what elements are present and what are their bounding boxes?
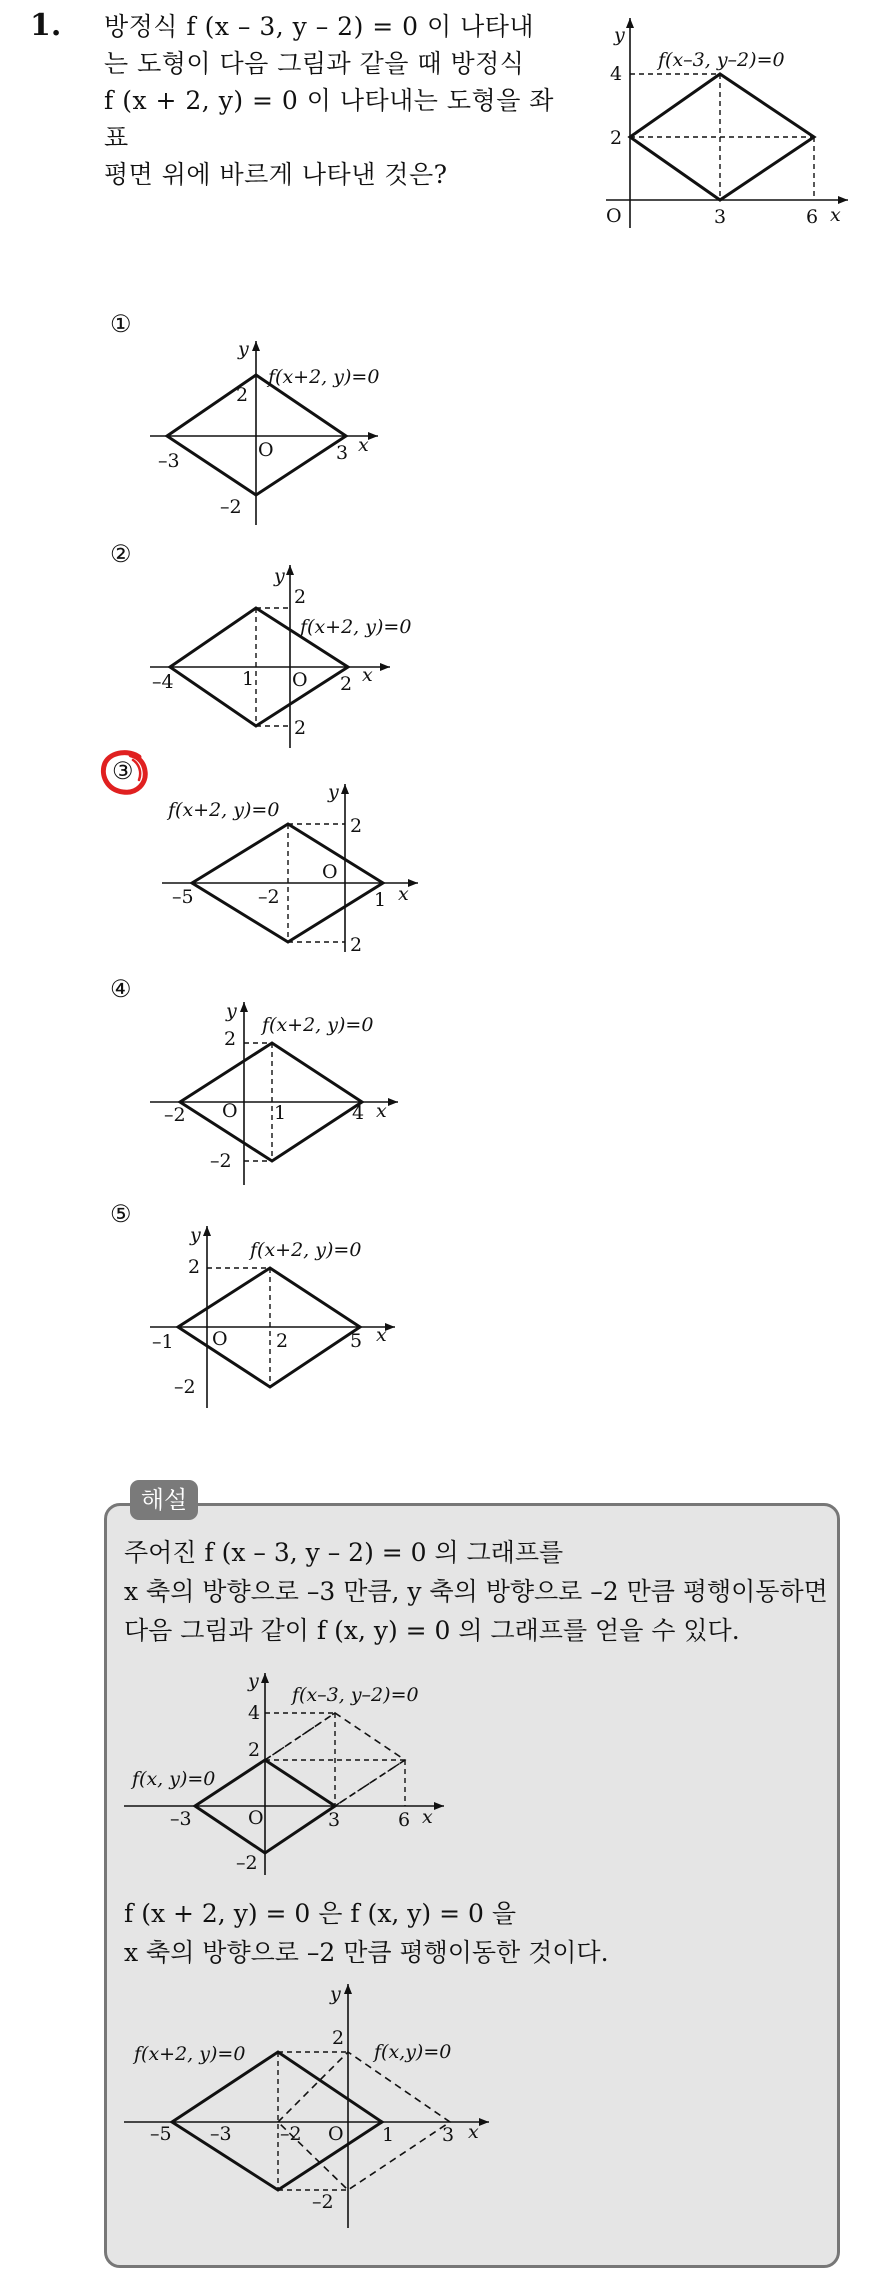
question-line: f (x + 2, y) = 0 이 나타내는 도형을 좌표	[104, 86, 554, 152]
tick-label: –3	[170, 1808, 192, 1830]
tick-label: 3	[442, 2124, 455, 2146]
tick-label: –2	[280, 2123, 302, 2145]
tick-label: –3	[210, 2123, 232, 2145]
curve-label: f(x–3, y–2)=0	[292, 1684, 419, 1706]
y-label: y	[190, 1224, 201, 1246]
tick-label: 2	[350, 815, 363, 837]
solution-figure-1	[124, 1665, 454, 1880]
y-label: y	[226, 1000, 237, 1022]
tick-label: 5	[350, 1330, 363, 1352]
solution-paragraph-2	[124, 1894, 824, 1972]
tick-label: 3	[714, 206, 727, 228]
tick-label: –2	[236, 1852, 258, 1874]
y-arrow-icon	[341, 784, 349, 794]
tick-label: 3	[336, 442, 349, 464]
option-5-graph[interactable]	[150, 1223, 410, 1413]
tick-label: –2	[210, 1150, 232, 1172]
tick-label: –2	[174, 1376, 196, 1398]
y-arrow-icon	[252, 341, 260, 351]
x-label: x	[358, 434, 369, 456]
tick-label: 2	[340, 673, 353, 695]
x-arrow-icon	[838, 196, 848, 204]
origin-label: O	[606, 205, 622, 227]
tick-label: 2	[236, 384, 249, 406]
y-arrow-icon	[626, 18, 634, 28]
tick-label: 2	[224, 1028, 237, 1050]
tick-label: 2	[294, 586, 307, 608]
solution-line: 다음 그림과 같이 f (x, y) = 0 의 그래프를 얻을 수 있다.	[124, 1616, 740, 1645]
solution-paragraph-1	[124, 1533, 834, 1650]
tick-label: 6	[398, 1809, 411, 1831]
y-arrow-icon	[203, 1226, 211, 1236]
question-number: 1.	[30, 8, 62, 43]
option-4-graph[interactable]	[150, 995, 410, 1190]
solution-line: x 축의 방향으로 –2 만큼 평행이동한 것이다.	[124, 1938, 609, 1967]
origin-label: O	[222, 1100, 238, 1122]
curve-label: f(x,y)=0	[374, 2041, 452, 2063]
y-arrow-icon	[261, 1673, 269, 1683]
x-label: x	[468, 2121, 479, 2143]
tick-label: –2	[258, 886, 280, 908]
x-label: x	[830, 204, 841, 226]
y-label: y	[614, 24, 625, 46]
question-line: 는 도형이 다음 그림과 같을 때 방정식	[104, 49, 525, 78]
question-line: 평면 위에 바르게 나타낸 것은?	[104, 160, 448, 189]
tick-label: –2	[164, 1104, 186, 1126]
tick-label: 2	[294, 717, 307, 739]
translated-rhombus	[172, 2052, 382, 2190]
solution-figure-2	[124, 1978, 504, 2238]
y-arrow-icon	[286, 565, 294, 575]
solution-line: x 축의 방향으로 –3 만큼, y 축의 방향으로 –2 만큼 평행이동하면	[124, 1577, 828, 1606]
tick-label: –2	[312, 2191, 334, 2213]
curve-label: f(x+2, y)=0	[268, 366, 380, 388]
curve-label: f(x+2, y)=0	[262, 1014, 374, 1036]
option-2-graph[interactable]	[150, 563, 440, 753]
option-1-graph[interactable]	[150, 333, 410, 533]
question-text	[104, 8, 574, 193]
tick-label: 2	[276, 1330, 289, 1352]
tick-label: 1	[374, 889, 387, 911]
question-figure	[596, 10, 856, 240]
x-label: x	[362, 664, 373, 686]
tick-label: –5	[172, 886, 194, 908]
y-label: y	[274, 565, 285, 587]
solution-tag: 해설	[130, 1480, 198, 1520]
y-label: y	[248, 1670, 259, 1692]
tick-label: –1	[152, 1331, 174, 1353]
x-label: x	[398, 883, 409, 905]
option-1-marker[interactable]: ①	[110, 310, 132, 338]
tick-label: 2	[610, 127, 623, 149]
curve-label: f(x–3, y–2)=0	[658, 49, 785, 71]
tick-label: 4	[248, 1702, 261, 1724]
tick-label: 1	[274, 1102, 287, 1124]
fxy-rhombus	[278, 2052, 450, 2190]
tick-label: 6	[806, 206, 819, 228]
tick-label: 2	[188, 1256, 201, 1278]
option-3-graph[interactable]	[162, 782, 432, 962]
curve-label: f(x, y)=0	[132, 1768, 216, 1790]
solution-line: 주어진 f (x – 3, y – 2) = 0 의 그래프를	[124, 1538, 564, 1567]
option-2-marker[interactable]: ②	[110, 540, 132, 568]
origin-label: O	[248, 1807, 264, 1829]
tick-label: 1	[382, 2124, 395, 2146]
origin-label: O	[322, 861, 338, 883]
tick-label: –3	[158, 450, 180, 472]
option-5-marker[interactable]: ⑤	[110, 1200, 132, 1228]
curve-label: f(x+2, y)=0	[250, 1239, 362, 1261]
tick-label: 1	[242, 668, 255, 690]
y-label: y	[238, 338, 249, 360]
x-arrow-icon	[388, 1098, 398, 1106]
x-label: x	[422, 1806, 433, 1828]
x-arrow-icon	[380, 663, 390, 671]
x-arrow-icon	[479, 2118, 489, 2126]
origin-label: O	[328, 2123, 344, 2145]
origin-label: O	[292, 669, 308, 691]
tick-label: 3	[328, 1809, 341, 1831]
option-3-marker[interactable]: ③	[112, 757, 134, 785]
x-arrow-icon	[434, 1802, 444, 1810]
curve-label: f(x+2, y)=0	[134, 2043, 246, 2065]
question-line: 방정식 f (x – 3, y – 2) = 0 이 나타내	[104, 12, 535, 41]
y-label: y	[328, 782, 339, 803]
y-arrow-icon	[344, 1984, 352, 1994]
y-arrow-icon	[240, 1002, 248, 1012]
tick-label: 2	[248, 1739, 261, 1761]
x-label: x	[376, 1100, 387, 1122]
tick-label: –4	[152, 671, 174, 693]
tick-label: –2	[220, 496, 242, 518]
origin-label: O	[258, 439, 274, 461]
x-label: x	[376, 1324, 387, 1346]
curve-label: f(x+2, y)=0	[300, 616, 412, 638]
tick-label: 2	[350, 934, 363, 956]
solution-line: f (x + 2, y) = 0 은 f (x, y) = 0 을	[124, 1899, 517, 1928]
origin-label: O	[212, 1328, 228, 1350]
tick-label: 2	[332, 2027, 345, 2049]
y-label: y	[330, 1983, 341, 2005]
tick-label: –5	[150, 2123, 172, 2145]
option-4-marker[interactable]: ④	[110, 975, 132, 1003]
x-arrow-icon	[368, 432, 378, 440]
curve-label: f(x+2, y)=0	[168, 799, 280, 821]
tick-label: 4	[352, 1102, 365, 1124]
x-arrow-icon	[408, 879, 418, 887]
tick-label: 4	[610, 63, 623, 85]
